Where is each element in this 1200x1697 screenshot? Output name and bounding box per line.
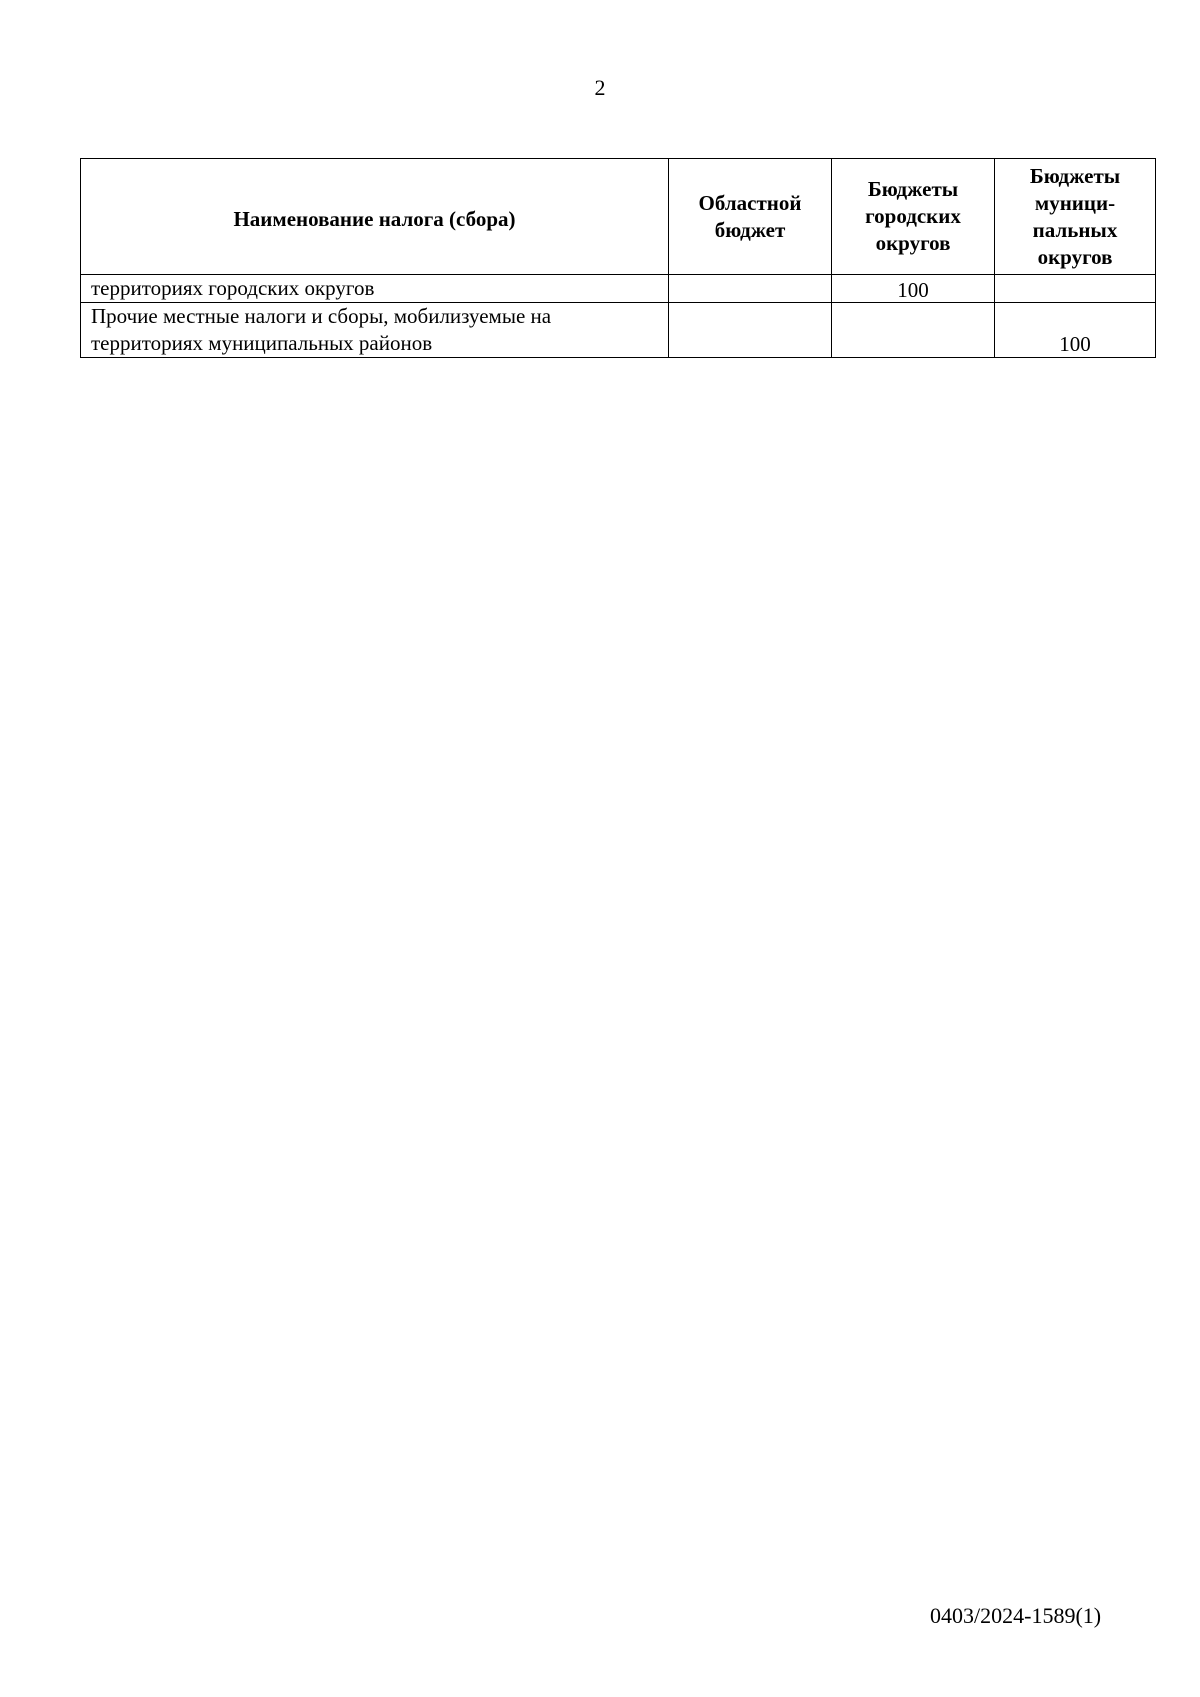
tax-name-line: территориях муниципальных районов xyxy=(91,331,433,355)
tax-name-cell xyxy=(81,303,669,358)
header-tax-name-text: Наименование налога (сбора) xyxy=(233,207,516,231)
municipal-cell xyxy=(995,275,1156,303)
header-line: муници- xyxy=(1034,190,1116,215)
header-line: пальных xyxy=(1032,217,1118,242)
header-line: Областной xyxy=(698,190,802,215)
tax-name-line: Прочие местные налоги и сборы, мобилизуемые на xyxy=(91,304,552,328)
document-code: 0403/2024-1589(1) xyxy=(930,1603,1102,1628)
city-cell: 100 xyxy=(832,275,995,303)
table-header-row xyxy=(81,159,1156,275)
header-line: Бюджеты xyxy=(867,177,959,201)
header-line: бюджет xyxy=(714,217,786,242)
header-regional-budget xyxy=(669,159,832,275)
table-row xyxy=(81,303,1156,358)
municipal-cell: 100 xyxy=(995,303,1156,358)
page-number: 2 xyxy=(594,75,606,100)
tax-name-cell xyxy=(81,275,669,303)
table-row xyxy=(81,275,1156,303)
regional-cell xyxy=(669,275,832,303)
city-cell xyxy=(832,303,995,358)
header-municipal-budgets xyxy=(995,159,1156,275)
header-tax-name xyxy=(81,159,669,275)
tax-name-line: территориях городских округов xyxy=(91,276,375,300)
header-line: округов xyxy=(1037,244,1113,269)
header-city-budgets xyxy=(832,159,995,275)
regional-cell xyxy=(669,303,832,358)
header-line: городских xyxy=(865,204,961,228)
header-line: Бюджеты xyxy=(1029,163,1121,188)
tax-distribution-table xyxy=(80,158,1156,358)
header-line: округов xyxy=(875,231,951,255)
